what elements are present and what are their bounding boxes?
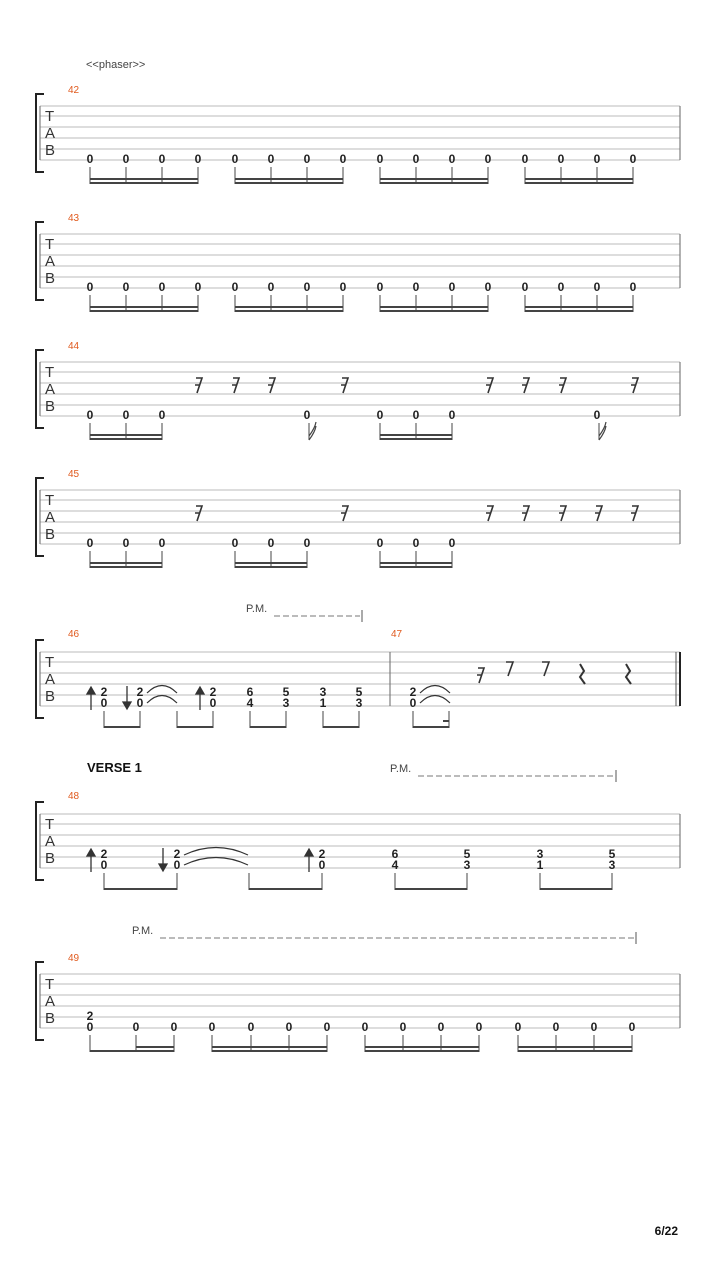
- tab-letter-a: A: [45, 253, 56, 270]
- system-1: [36, 85, 680, 184]
- fret-number: 0: [267, 536, 275, 550]
- fret-number: 0: [86, 152, 94, 166]
- measure-number-49: 49: [68, 953, 80, 964]
- measure-number-44: 44: [68, 341, 80, 352]
- fret-number: 2: [136, 685, 144, 699]
- tab-letter-t: T: [45, 654, 55, 671]
- fret-number: 0: [376, 536, 384, 550]
- fret-number: 2: [173, 847, 181, 861]
- sixteenth-rests: [195, 506, 638, 521]
- fret-number: 0: [376, 280, 384, 294]
- fret-number: 0: [448, 280, 456, 294]
- fret-number: 0: [132, 1020, 140, 1034]
- fret-number: 0: [303, 536, 311, 550]
- fret-number: 0: [303, 280, 311, 294]
- fret-number: 0: [100, 858, 108, 872]
- fret-number: 0: [100, 696, 108, 710]
- system-3: [36, 341, 680, 440]
- fret-number: 3: [536, 847, 544, 861]
- fret-number: 0: [122, 152, 130, 166]
- fret-number: 0: [247, 1020, 255, 1034]
- tab-letter-t: T: [45, 816, 55, 833]
- fret-number: 0: [448, 408, 456, 422]
- fret-number: 0: [412, 408, 420, 422]
- fret-number: 0: [629, 152, 637, 166]
- palm-mute-label: P.M.: [132, 925, 154, 937]
- fret-number: 0: [437, 1020, 445, 1034]
- tab-letter-a: A: [45, 509, 56, 526]
- system-5: [36, 603, 680, 728]
- fret-number: 0: [593, 280, 601, 294]
- system-2: [36, 213, 680, 312]
- fret-number: 0: [593, 408, 601, 422]
- fret-number: 0: [285, 1020, 293, 1034]
- fret-number: 0: [194, 280, 202, 294]
- fret-number: 3: [463, 858, 471, 872]
- fret-number: 0: [122, 280, 130, 294]
- effect-label: <<phaser>>: [86, 59, 146, 71]
- fret-number: 0: [231, 536, 239, 550]
- fret-number: 0: [231, 152, 239, 166]
- fret-number: 0: [475, 1020, 483, 1034]
- tab-letter-a: A: [45, 833, 56, 850]
- section-label: VERSE 1: [87, 760, 142, 775]
- fret-number: 0: [86, 280, 94, 294]
- fret-number: 0: [557, 280, 565, 294]
- system-7: [36, 925, 680, 1052]
- tab-letter-b: B: [45, 1010, 56, 1027]
- beams: [90, 295, 633, 312]
- fret-number: 0: [208, 1020, 216, 1034]
- fret-number: 0: [194, 152, 202, 166]
- fret-number: 3: [319, 685, 327, 699]
- palm-mute-label: P.M.: [246, 603, 268, 615]
- fret-number: 0: [158, 536, 166, 550]
- fret-number: 0: [231, 280, 239, 294]
- fret-number: 5: [355, 685, 363, 699]
- fret-number: 0: [173, 858, 181, 872]
- tab-letter-b: B: [45, 688, 56, 705]
- fret-number: 0: [484, 280, 492, 294]
- tab-letter-a: A: [45, 381, 56, 398]
- fret-number: 0: [323, 1020, 331, 1034]
- fret-number: 1: [319, 696, 327, 710]
- fret-number: 2: [318, 847, 326, 861]
- fret-number: 0: [629, 280, 637, 294]
- fret-number: 1: [536, 858, 544, 872]
- fret-number: 5: [608, 847, 616, 861]
- beams: [104, 873, 612, 890]
- fret-number: 0: [86, 1020, 94, 1034]
- fret-number: 2: [209, 685, 217, 699]
- fret-number: 5: [282, 685, 290, 699]
- fret-number: 0: [376, 152, 384, 166]
- fret-number: 0: [267, 280, 275, 294]
- fret-number: 0: [267, 152, 275, 166]
- fret-number: 0: [448, 536, 456, 550]
- fret-number: 0: [170, 1020, 178, 1034]
- tab-letter-b: B: [45, 270, 56, 287]
- fret-number: 0: [122, 408, 130, 422]
- fret-number: 0: [593, 152, 601, 166]
- beams: [90, 422, 606, 440]
- fret-number: 5: [463, 847, 471, 861]
- fret-number: 6: [391, 847, 399, 861]
- fret-number: 0: [484, 152, 492, 166]
- tab-letter-a: A: [45, 125, 56, 142]
- measure-number-48: 48: [68, 791, 80, 802]
- fret-number: 0: [303, 152, 311, 166]
- fret-number: 0: [158, 408, 166, 422]
- tab-letter-t: T: [45, 236, 55, 253]
- fret-number: 0: [339, 280, 347, 294]
- fret-number: 6: [246, 685, 254, 699]
- fret-number: 0: [521, 280, 529, 294]
- tab-letter-b: B: [45, 526, 56, 543]
- measure-number-47: 47: [391, 629, 403, 640]
- beams: [104, 711, 449, 728]
- measure-number-42: 42: [68, 85, 80, 96]
- tab-letter-b: B: [45, 398, 56, 415]
- beams: [90, 167, 633, 184]
- fret-number: 0: [412, 536, 420, 550]
- tab-letter-a: A: [45, 993, 56, 1010]
- tab-letter-b: B: [45, 142, 56, 159]
- fret-number: 4: [391, 858, 399, 872]
- fret-number: 0: [521, 152, 529, 166]
- fret-number: 3: [355, 696, 363, 710]
- measure-number-43: 43: [68, 213, 80, 224]
- sixteenth-rests: [195, 378, 638, 393]
- page-number: 6/22: [654, 1224, 678, 1238]
- measure-number-46: 46: [68, 629, 80, 640]
- fret-number: 0: [136, 696, 144, 710]
- beams: [90, 1035, 632, 1052]
- fret-number: 3: [608, 858, 616, 872]
- system-6: [36, 760, 680, 890]
- fret-number: 0: [303, 408, 311, 422]
- tab-letter-t: T: [45, 492, 55, 509]
- fret-number: 0: [122, 536, 130, 550]
- fret-number: 0: [412, 280, 420, 294]
- fret-number: 0: [361, 1020, 369, 1034]
- system-4: [36, 469, 680, 568]
- fret-number: 0: [590, 1020, 598, 1034]
- fret-number: 0: [158, 280, 166, 294]
- fret-number: 0: [318, 858, 326, 872]
- fret-number: 2: [86, 1009, 94, 1023]
- fret-number: 3: [282, 696, 290, 710]
- fret-number: 0: [409, 696, 417, 710]
- fret-number: 0: [399, 1020, 407, 1034]
- tab-letter-t: T: [45, 976, 55, 993]
- fret-number: 0: [158, 152, 166, 166]
- fret-number: 2: [100, 685, 108, 699]
- ties: [184, 848, 248, 866]
- fret-number: 0: [412, 152, 420, 166]
- fret-number: 2: [409, 685, 417, 699]
- fret-number: 0: [448, 152, 456, 166]
- fret-number: 0: [209, 696, 217, 710]
- fret-number: 0: [628, 1020, 636, 1034]
- beams: [90, 551, 452, 568]
- tab-letter-a: A: [45, 671, 56, 688]
- fret-number: 0: [376, 408, 384, 422]
- tab-letter-t: T: [45, 108, 55, 125]
- tab-letter-t: T: [45, 364, 55, 381]
- fret-number: 0: [86, 536, 94, 550]
- fret-number: 0: [557, 152, 565, 166]
- fret-number: 0: [514, 1020, 522, 1034]
- palm-mute-label: P.M.: [390, 763, 412, 775]
- fret-number: 0: [86, 408, 94, 422]
- fret-number: 0: [552, 1020, 560, 1034]
- measure-number-45: 45: [68, 469, 80, 480]
- ties: [147, 686, 450, 704]
- tab-letter-b: B: [45, 850, 56, 867]
- fret-number: 0: [339, 152, 347, 166]
- fret-number: 2: [100, 847, 108, 861]
- fret-number: 4: [246, 696, 254, 710]
